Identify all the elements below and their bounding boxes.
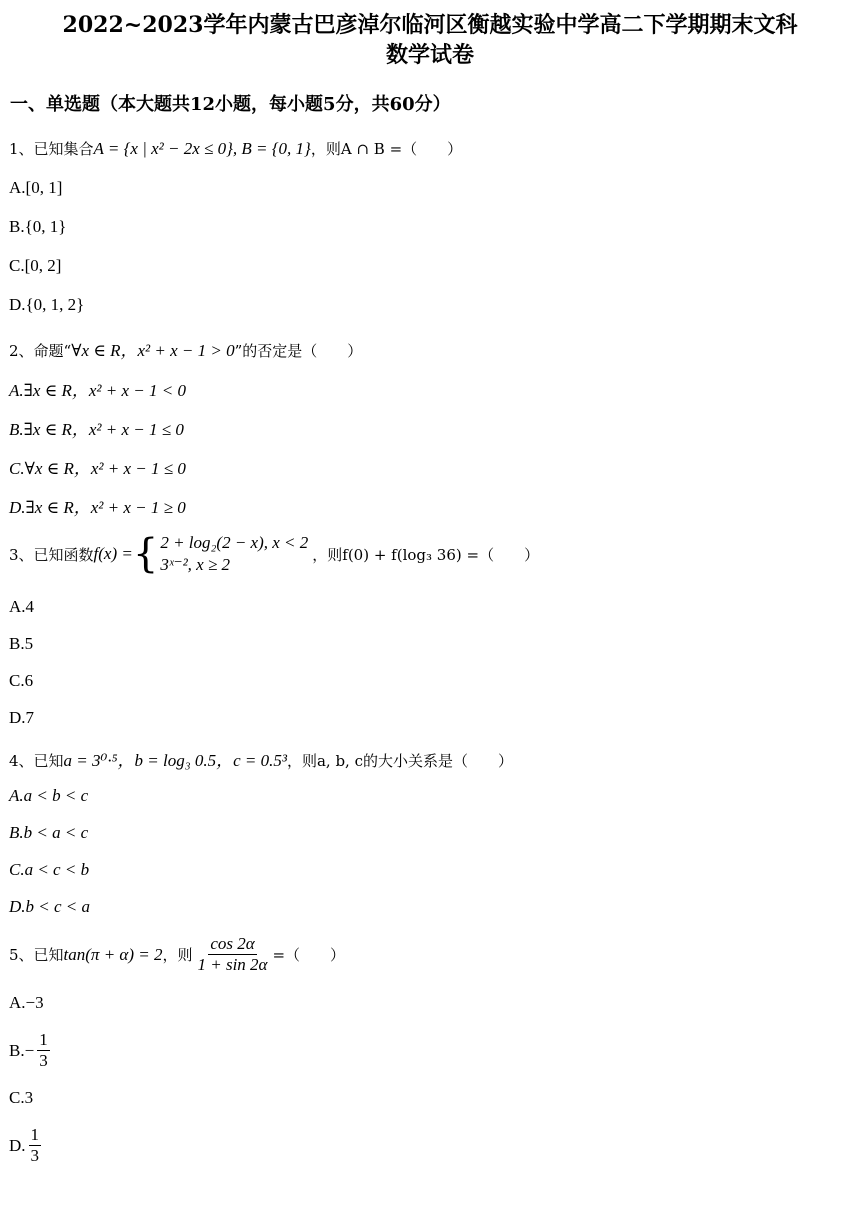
question-5-option-d-label: D. xyxy=(9,1135,26,1155)
question-2-option-c: C.∀x ∈ R，x² + x − 1 ≤ 0 xyxy=(9,459,186,478)
question-3-stem-wrap xyxy=(9,532,539,576)
question-1-option-d: D.{0, 1, 2} xyxy=(9,295,85,314)
question-4-option-a: A.a < b < c xyxy=(9,786,89,805)
exam-title xyxy=(0,10,860,70)
question-3-option-c: C.6 xyxy=(9,671,34,690)
question-5-mid: ，则 xyxy=(162,946,193,964)
question-3-suffix: ，则f(0) + f(log₃ 36) =（ ） xyxy=(312,545,540,564)
question-1-math: A = {x | x² − 2x ≤ 0}, B = {0, 1} xyxy=(93,139,311,158)
question-1-prefix: 1、已知集合 xyxy=(9,140,94,158)
question-1-option-b: B.{0, 1} xyxy=(9,217,67,236)
question-5-option-b-label: B.− xyxy=(9,1040,35,1060)
question-3-brace: { xyxy=(132,531,159,577)
question-5-option-b-denominator: 3 xyxy=(39,1051,48,1070)
question-5-option-b-numerator: 1 xyxy=(39,1030,48,1049)
question-3-option-a: A.4 xyxy=(9,597,35,616)
question-3-option-b: B.5 xyxy=(9,634,34,653)
question-4-option-c: C.a < c < b xyxy=(9,860,90,879)
question-2-prefix: 2、命题“ xyxy=(9,342,72,360)
question-5-option-b-wrap xyxy=(9,1030,53,1071)
section-heading: 一、单选题（本大题共12小题，每小题5分，共60分） xyxy=(10,94,451,115)
question-4-suffix: ，则a, b, c的大小关系是（ ） xyxy=(286,752,513,770)
question-1-stem xyxy=(9,138,462,159)
question-1-option-c: C.[0, 2] xyxy=(9,256,62,275)
question-4-option-d: D.b < c < a xyxy=(9,897,91,916)
question-2-option-b: B.∃x ∈ R，x² + x − 1 ≤ 0 xyxy=(9,420,184,439)
question-2-stem xyxy=(9,336,362,361)
question-5-fraction xyxy=(196,934,270,975)
question-3-option-d: D.7 xyxy=(9,708,35,727)
exam-title-line1: 2022~2023学年内蒙古巴彦淖尔临河区衡越实验中学高二下学期期末文科 xyxy=(62,12,798,38)
question-5-option-d-wrap xyxy=(9,1125,44,1166)
question-5-fraction-denominator: 1 + sin 2α xyxy=(197,955,268,974)
question-5-option-c: C.3 xyxy=(9,1088,34,1107)
question-5-option-b-fraction xyxy=(37,1030,50,1071)
question-3-func-name: f(x) = xyxy=(93,544,133,563)
question-2-option-a: A.∃x ∈ R，x² + x − 1 < 0 xyxy=(9,381,186,400)
question-3-prefix: 3、已知函数 xyxy=(9,545,94,564)
question-2-suffix: ”的否定是（ ） xyxy=(234,342,363,360)
question-5-prefix: 5、已知 xyxy=(9,946,64,964)
question-5-suffix: =（ ） xyxy=(272,946,346,964)
question-2-option-d: D.∃x ∈ R，x² + x − 1 ≥ 0 xyxy=(9,498,186,517)
exam-title-line2: 数学试卷 xyxy=(385,42,474,68)
question-3-case-2: 3ˣ⁻², x ≥ 2 xyxy=(160,555,231,574)
question-2-math: ∀x ∈ R，x² + x − 1 > 0 xyxy=(71,341,235,360)
question-5-option-d xyxy=(9,1125,44,1166)
question-5-math: tan(π + α) = 2 xyxy=(63,944,163,964)
question-5-fraction-numerator: cos 2α xyxy=(210,934,255,953)
question-5-option-a: A.−3 xyxy=(9,993,44,1012)
question-3-cases xyxy=(160,532,308,576)
question-1-suffix: ，则A ∩ B =（ ） xyxy=(310,140,463,158)
question-5-option-d-fraction xyxy=(29,1125,42,1166)
question-3-case-1: 2 + log₂(2 − x), x < 2 xyxy=(160,533,309,552)
question-5-stem-wrap xyxy=(9,934,345,975)
question-5-option-b xyxy=(9,1030,53,1071)
question-1-option-a: A.[0, 1] xyxy=(9,178,63,197)
question-5-stem xyxy=(9,934,345,975)
question-3-stem xyxy=(9,532,539,576)
question-4-math: a = 3⁰·⁵，b = log₃ 0.5，c = 0.5³ xyxy=(63,751,287,770)
question-4-option-b: B.b < a < c xyxy=(9,823,89,842)
question-4-stem xyxy=(9,746,513,771)
question-5-option-d-numerator: 1 xyxy=(30,1125,40,1144)
question-5-option-d-denominator: 3 xyxy=(30,1146,40,1165)
question-4-prefix: 4、已知 xyxy=(9,752,64,770)
